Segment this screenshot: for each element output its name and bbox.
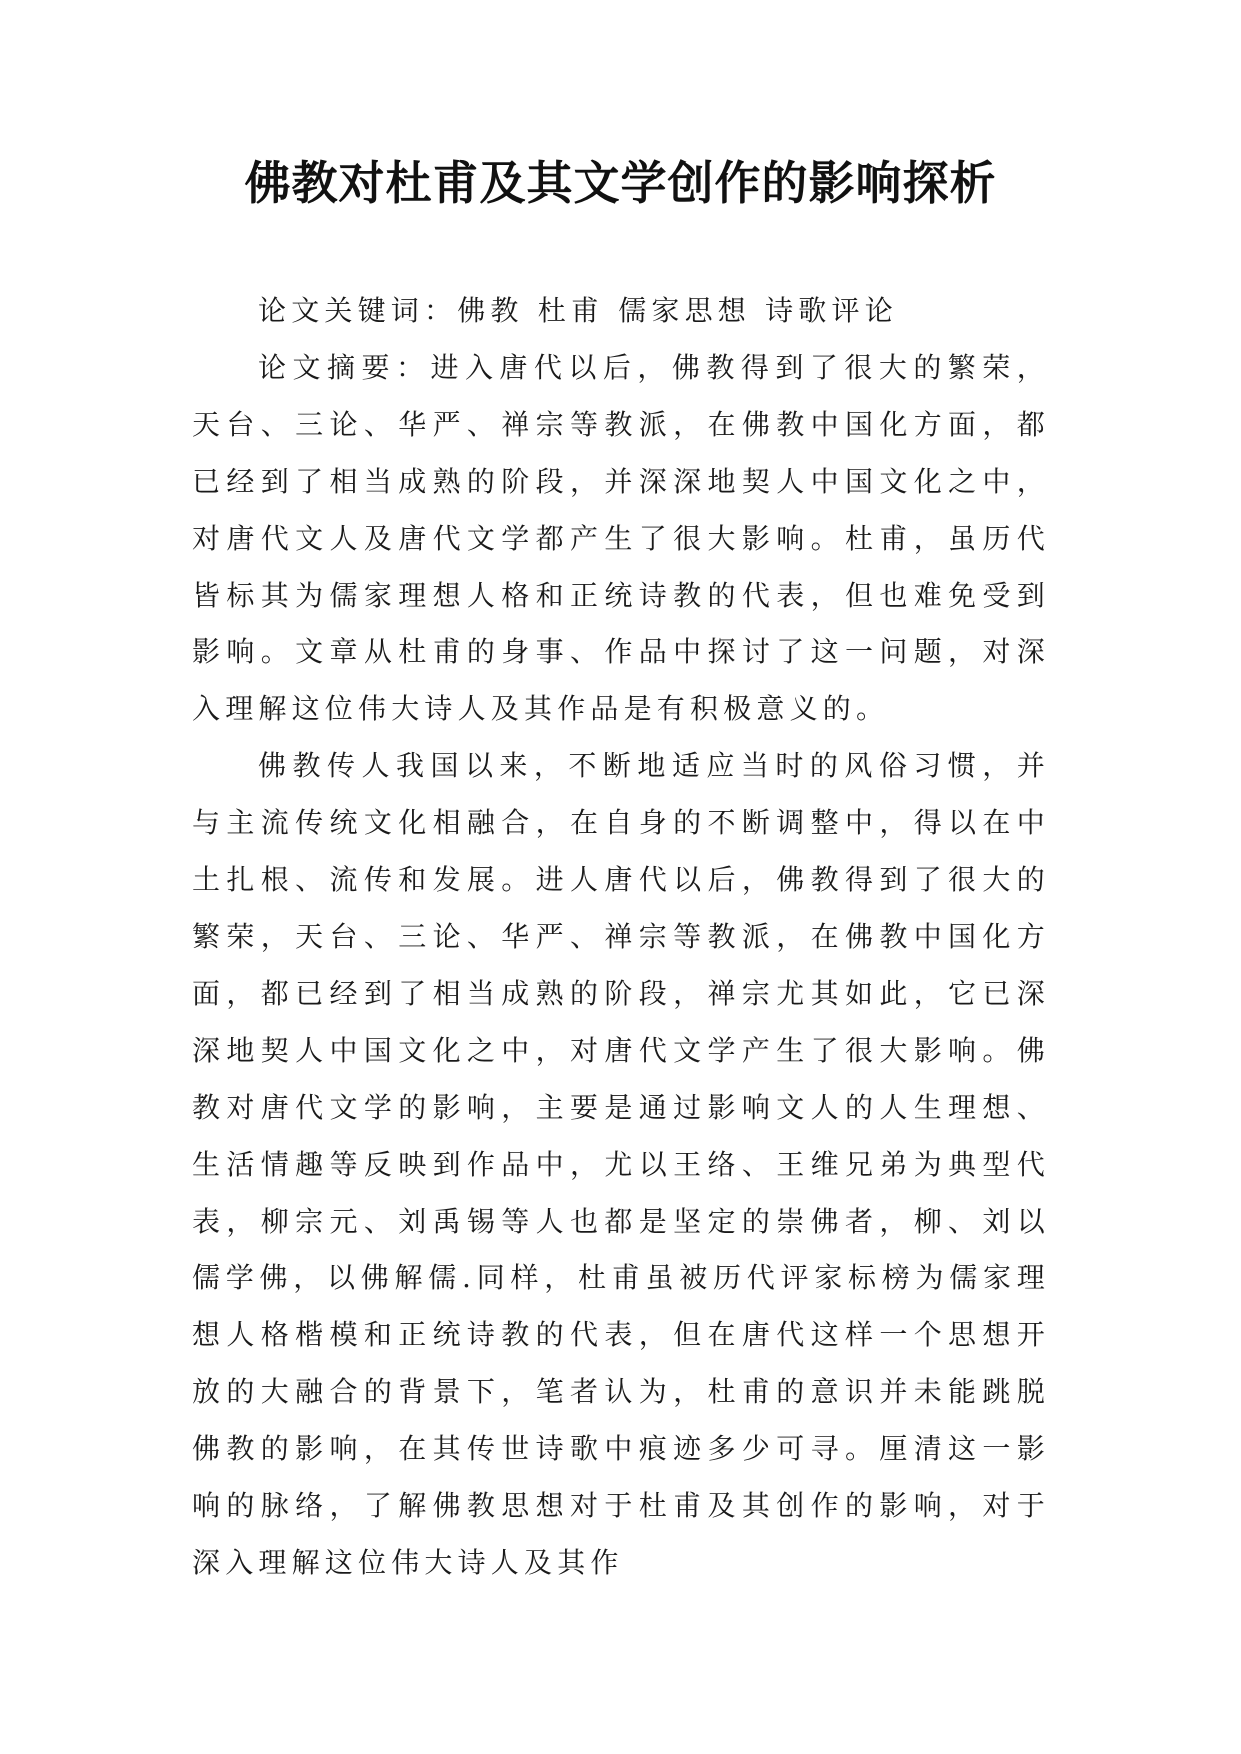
document-body bbox=[192, 283, 1050, 1592]
abstract-paragraph: 论文摘要：进入唐代以后，佛教得到了很大的繁荣，天台、三论、华严、禅宗等教派，在佛教中国化方面，都已经到了相当成熟的阶段，并深深地契人中国文化之中，对唐代文人及唐代文学都产生了很大影响。杜甫，虽历代皆标其为儒家理想人格和正统诗教的代表，但也难免受到影响。文章从杜甫的身事、作品中探讨了这一问题，对深入理解这位伟大诗人及其作品是有积极意义的。 bbox=[192, 350, 1050, 726]
body-paragraph: 佛教传人我国以来，不断地适应当时的风俗习惯，并与主流传统文化相融合，在自身的不断调整中，得以在中土扎根、流传和发展。进人唐代以后，佛教得到了很大的繁荣，天台、三论、华严、禅宗等教派，在佛教中国化方面，都已经到了相当成熟的阶段，禅宗尤其如此，它已深深地契人中国文化之中，对唐代文学产生了很大影响。佛教对唐代文学的影响，主要是通过影响文人的人生理想、生活情趣等反映到作品中，尤以王络、王维兄弟为典型代表，柳宗元、刘禹锡等人也都是坚定的崇佛者，柳、刘以儒学佛，以佛解儒.同样，杜甫虽被历代评家标榜为儒家理想人格楷模和正统诗教的代表，但在唐代这样一个思想开放的大融合的背景下，笔者认为，杜甫的意识并未能跳脱佛教的影响，在其传世诗歌中痕迹多少可寻。厘清这一影响的脉络，了解佛教思想对于杜甫及其创作的影响，对于深入理解这位伟大诗人及其作 bbox=[192, 749, 1050, 1579]
document-title: 佛教对杜甫及其文学创作的影响探析 bbox=[244, 156, 997, 210]
keywords-line: 论文关键词：佛教 杜甫 儒家思想 诗歌评论 bbox=[258, 294, 898, 327]
